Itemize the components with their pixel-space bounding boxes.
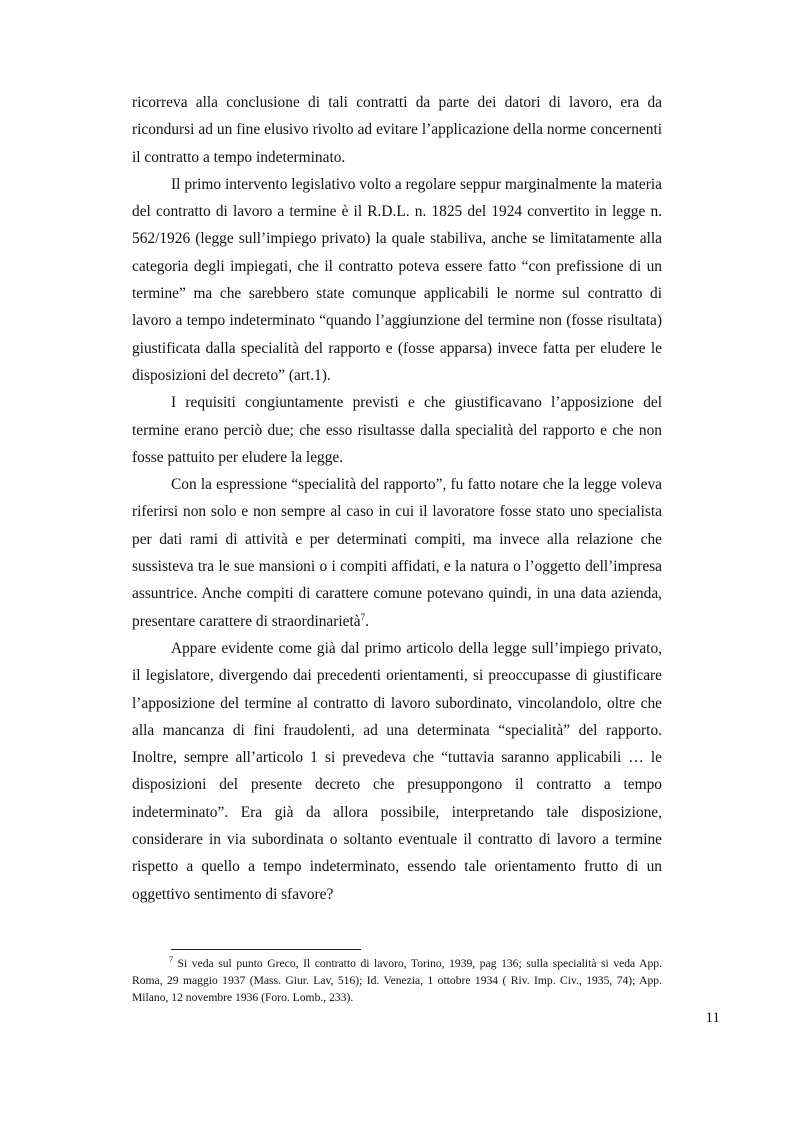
page-number: 11 [705,1010,720,1026]
paragraph-2: Il primo intervento legislativo volto a regolare seppur marginalmente la materia del contratto di lavoro a termine è il R.D.L. n. 1825 del 1924 convertito in legge n. 562/1926 (legge sull’impiego privato) la quale stabiliva, anche se limitatamente alla categoria degli impiegati, che il contratto poteva essere fatto “con prefissione di un termine” ma che sarebbero state comunque applicabili le norme sul contratto di lavoro a tempo indeterminato “quando l’aggiunzione del termine non (fosse risultata) giustificata dalla specialità del rapporto e (fosse apparsa) invece fatta per eludere le disposizioni del decreto” (art.1). [132,175,662,384]
footnote [132,955,662,1006]
paragraph-3: I requisiti congiuntamente previsti e che giustificavano l’apposizione del termine erano perciò due; che esso risultasse dalla specialità del rapporto e che non fosse pattuito per eludere la legge. [132,394,662,466]
paragraph-1: ricorreva alla conclusione di tali contratti da parte dei datori di lavoro, era da ricondursi ad un fine elusivo rivolto ad evitare l’applicazione della norme concernenti il contratto a tempo indeterminato. [132,94,662,166]
paragraph-4-tail: . [365,612,369,630]
footnote-text: Si veda sul punto Greco, Il contratto di lavoro, Torino, 1939, pag 136; sulla specialità si veda App. Roma, 29 maggio 1937 (Mass. Giur. Lav, 516); Id. Venezia, 1 ottobre 1934 ( Riv. Imp. Civ., 1935, 74); App. Milano, 12 novembre 1936 (Foro. Lomb., 233). [132,957,662,1004]
footnote-separator [171,949,361,950]
paragraph-4-text: Con la espressione “specialità del rapporto”, fu fatto notare che la legge voleva riferirsi non solo e non sempre al caso in cui il lavoratore fosse stato uno specialista per dati rami di attività e per determinati compiti, ma invece alla relazione che sussisteva tra le sue mansioni o i compiti affidati, e la natura o l’oggetto dell’impresa assuntrice. Anche compiti di carattere comune potevano quindi, in una data azienda, presentare carattere di straordinarietà [132,476,662,630]
body-text [132,89,662,908]
paragraph-4 [132,471,662,635]
footnote-marker: 7 [169,955,173,965]
paragraph-5: Appare evidente come già dal primo articolo della legge sull’impiego privato, il legislatore, divergendo dai precedenti orientamenti, si preoccupasse di giustificare l’apposizione del termine al contratto di lavoro subordinato, vincolandolo, oltre che alla mancanza di fini fraudolenti, ad una determinata “specialità” del rapporto. Inoltre, sempre all’articolo 1 si prevedeva che “tuttavia saranno applicabili … le disposizioni del presente decreto che presuppongono il contratto a tempo indeterminato”. Era già da allora possibile, interpretando tale disposizione, considerare in via subordinata o soltanto eventuale il contratto di lavoro a termine rispetto a quello a tempo indeterminato, essendo tale orientamento frutto di un oggettivo sentimento di sfavore? [132,639,662,903]
footnote-reference[interactable]: 7 [360,611,366,622]
